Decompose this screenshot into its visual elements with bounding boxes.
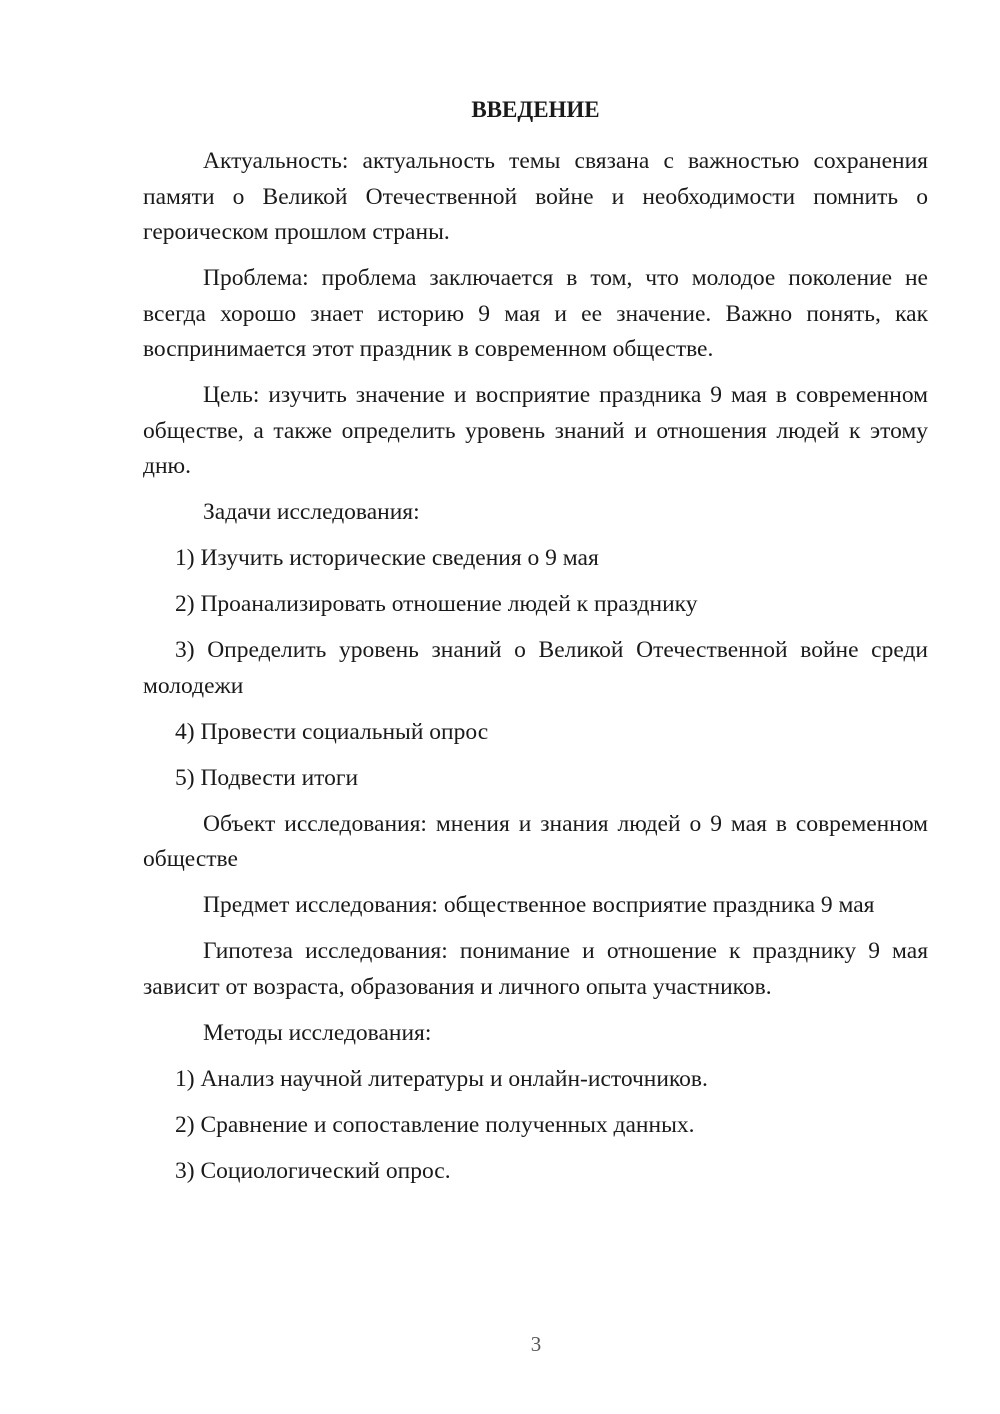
list-item-method-1: 1) Анализ научной литературы и онлайн-источников. [175, 1065, 708, 1092]
list-item-task-1: 1) Изучить исторические сведения о 9 мая [175, 545, 599, 571]
paragraph-relevance: Актуальность: актуальность темы связана с важностью сохранения памяти о Великой Отечественной войне и необходимости помнить о героическом прошлом страны. [143, 148, 928, 245]
list-item-method-3: 3) Социологический опрос. [175, 1157, 451, 1184]
paragraph-problem: Проблема: проблема заключается в том, что молодое поколение не всегда хорошо знает историю 9 мая и ее значение. Важно понять, как воспринимается этот праздник в современном обществе. [143, 265, 928, 362]
list-item-task-4: 4) Провести социальный опрос [175, 718, 489, 745]
methods-heading: Методы исследования: [203, 1019, 432, 1046]
paragraph-subject: Предмет исследования: общественное восприятие праздника 9 мая [203, 892, 875, 918]
page-title: ВВЕДЕНИЕ [471, 97, 600, 122]
paragraph-object: Объект исследования: мнения и знания людей о 9 мая в современном обществе [143, 810, 928, 872]
tasks-heading: Задачи исследования: [203, 499, 420, 525]
page-content [143, 92, 928, 1200]
paragraph-hypothesis: Гипотеза исследования: понимание и отношение к празднику 9 мая зависит от возраста, образования и личного опыта участников. [143, 938, 928, 1000]
page-number: 3 [530, 1332, 542, 1356]
list-item-task-5: 5) Подвести итоги [175, 764, 359, 791]
list-item-task-2: 2) Проанализировать отношение людей к празднику [175, 591, 698, 617]
list-item-method-2: 2) Сравнение и сопоставление полученных данных. [175, 1111, 695, 1138]
list-item-task-3: 3) Определить уровень знаний о Великой Отечественной войне среди молодежи [143, 637, 928, 699]
paragraph-goal: Цель: изучить значение и восприятие праздника 9 мая в современном обществе, а также определить уровень знаний и отношения людей к этому дню. [143, 382, 928, 479]
